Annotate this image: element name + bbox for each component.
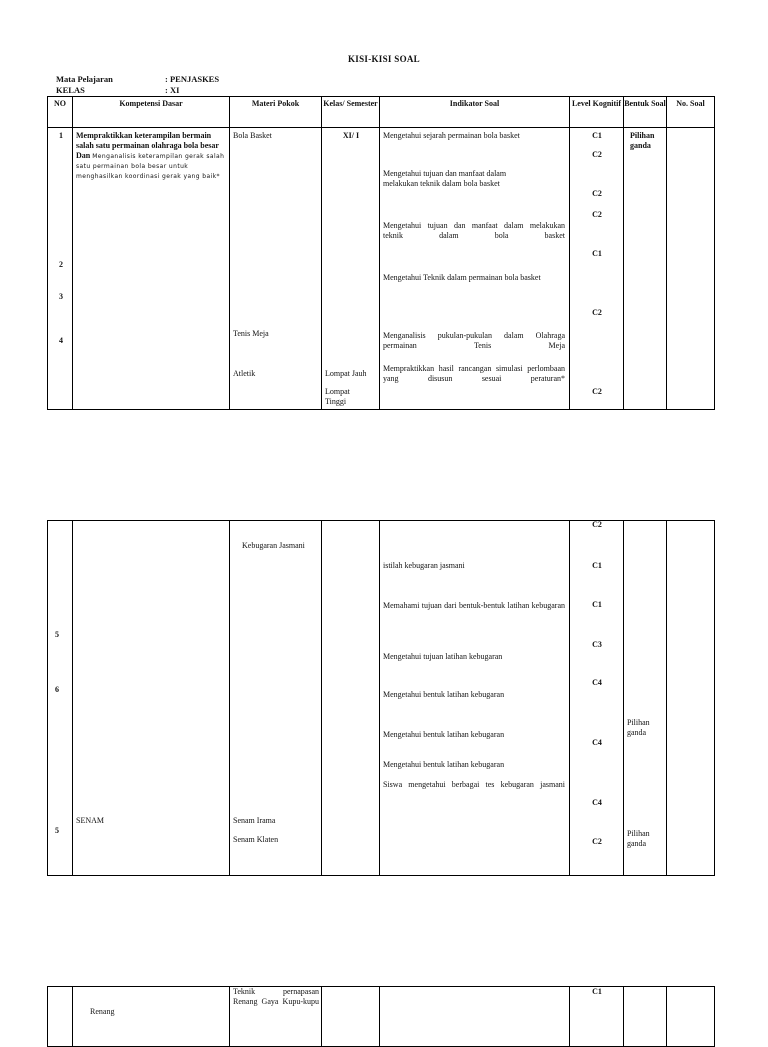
- level-item: C1: [592, 561, 602, 570]
- level-item: C2: [592, 150, 602, 159]
- kelas-semester: XI/ I: [342, 131, 360, 140]
- kelas-item: Lompat Tinggi: [325, 387, 350, 406]
- page-title: KISI-KISI SOAL: [348, 54, 420, 64]
- kisi-table-3: [47, 986, 715, 1047]
- header-kompetensi: Kompetensi Dasar: [73, 97, 230, 128]
- indikator-item: Mengetahui tujuan latihan kebugaran: [383, 652, 503, 661]
- level-item: C3: [592, 640, 602, 649]
- bentuk-item: Pilihan ganda: [630, 131, 655, 150]
- level-item: C1: [592, 249, 602, 258]
- row-number: 2: [59, 260, 63, 269]
- table-header-row: [48, 97, 715, 128]
- header-materi: Materi Pokok: [230, 97, 322, 128]
- bentuk-item: Pilihan ganda: [627, 829, 650, 848]
- level-item: C2: [592, 210, 602, 219]
- level-item: C2: [592, 189, 602, 198]
- kompetensi-text: Mempraktikkan keterampilan bermain salah satu permainan olahraga bola besar Dan: [76, 131, 219, 160]
- kelas-item: Lompat Jauh: [325, 369, 367, 378]
- bentuk-item: Pilihan ganda: [627, 718, 650, 737]
- level-item: C2: [592, 837, 602, 846]
- level-item: C4: [592, 738, 602, 747]
- materi-item: Teknik pernapasan Renang Gaya Kupu-kupu: [233, 987, 319, 1006]
- header-no: NO: [48, 97, 73, 128]
- header-level: Level Kognitif: [570, 97, 624, 128]
- materi-item: Senam Irama: [233, 816, 276, 825]
- kompetensi-text-detail: Menganalisis keterampilan gerak salah satu permainan bola besar untuk menghasilkan koordinasi gerak yang baik*: [76, 153, 225, 180]
- materi-item: Atletik: [233, 369, 256, 378]
- table-row: [48, 521, 715, 876]
- table-row: [48, 987, 715, 1047]
- indikator-item: Siswa mengetahui berbagai tes kebugaran jasmani: [383, 780, 565, 789]
- row-number: 5: [55, 630, 59, 639]
- kompetensi-text: Renang: [90, 1007, 115, 1016]
- indikator-item: Mengetahui tujuan dan manfaat dalam melakukan teknik dalam bola basket: [383, 169, 507, 188]
- indikator-item: istilah kebugaran jasmani: [383, 561, 465, 570]
- indikator-item: Mengetahui bentuk latihan kebugaran: [383, 760, 505, 769]
- row-number: 3: [59, 292, 63, 301]
- indikator-item: Memahami tujuan dari bentuk-bentuk latihan kebugaran: [383, 601, 565, 610]
- kompetensi-text: SENAM: [76, 816, 105, 825]
- kisi-table-1: [47, 96, 715, 410]
- level-item: C2: [592, 387, 602, 396]
- level-item: C1: [592, 600, 602, 609]
- level-item: C4: [592, 678, 602, 687]
- level-item: C1: [592, 987, 602, 996]
- header-kelas: Kelas/ Semester: [322, 97, 380, 128]
- header-nosoal: No. Soal: [667, 97, 715, 128]
- class-label: KELAS: [56, 85, 85, 95]
- indikator-item: Mengetahui Teknik dalam permainan bola basket: [383, 273, 541, 282]
- materi-item: Tenis Meja: [233, 329, 269, 338]
- level-item: C1: [592, 131, 602, 140]
- header-indikator: Indikator Soal: [380, 97, 570, 128]
- row-number: 5: [55, 826, 59, 835]
- level-item: C4: [592, 798, 602, 807]
- indikator-item: Mengetahui bentuk latihan kebugaran: [383, 730, 505, 739]
- materi-item: Kebugaran Jasmani: [242, 541, 305, 550]
- row-number: 6: [55, 685, 59, 694]
- indikator-item: Mengetahui bentuk latihan kebugaran: [383, 690, 505, 699]
- subject-label: Mata Pelajaran: [56, 74, 113, 84]
- indikator-item: Mempraktikkan hasil rancangan simulasi perlombaan yang disusun sesuai peraturan*: [383, 364, 565, 383]
- row-number: 4: [59, 336, 63, 345]
- header-bentuk: Bentuk Soal: [624, 97, 667, 128]
- class-value: : XI: [165, 85, 180, 95]
- row-number: 1: [59, 131, 63, 140]
- indikator-item: Menganalisis pukulan-pukulan dalam Olahraga permainan Tenis Meja: [383, 331, 565, 350]
- table-row: [48, 128, 715, 410]
- kisi-table-2: [47, 520, 715, 876]
- indikator-item: Mengetahui sejarah permainan bola basket: [383, 131, 520, 140]
- materi-item: Senam Klaten: [233, 835, 279, 844]
- level-item: C2: [592, 308, 602, 317]
- materi-item: Bola Basket: [233, 131, 272, 140]
- indikator-item: Mengetahui tujuan dan manfaat dalam melakukan teknik dalam bola basket: [383, 221, 565, 240]
- level-item: C2: [592, 520, 602, 529]
- subject-value: : PENJASKES: [165, 74, 220, 84]
